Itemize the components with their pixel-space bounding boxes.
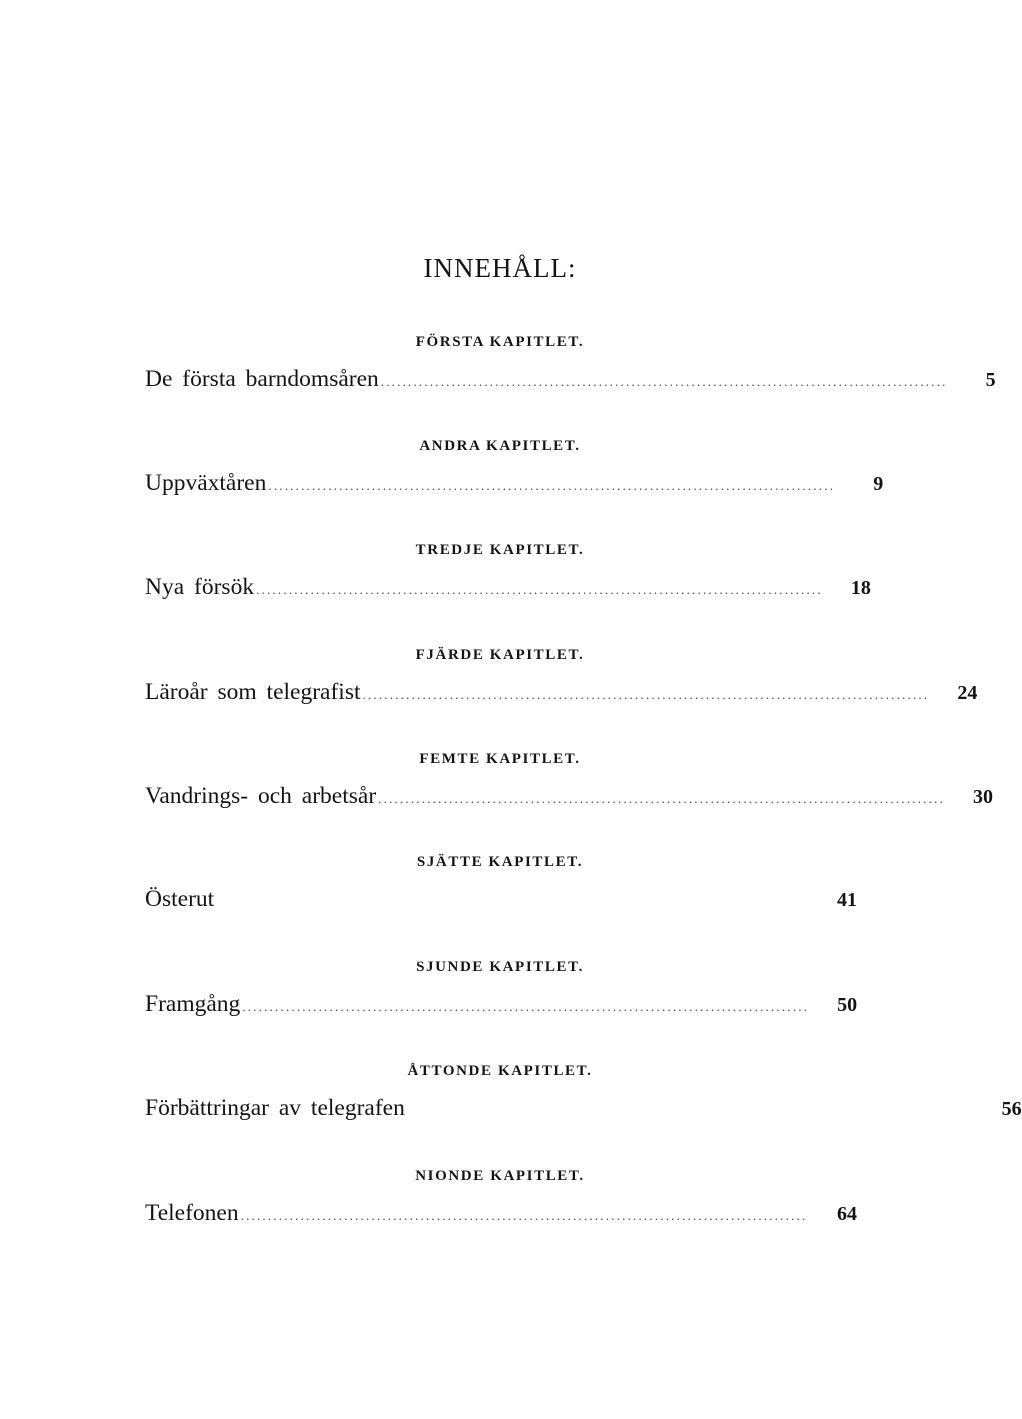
page-number: 30 <box>972 786 993 808</box>
entry-title: Uppväxtåren <box>145 470 267 496</box>
entry-title: Nya försök <box>145 574 255 600</box>
page-number: 64 <box>837 1203 857 1225</box>
page-number: 9 <box>873 473 884 495</box>
page-number: 5 <box>985 369 996 391</box>
chapter-heading: NIONDE KAPITLET. <box>415 1168 585 1184</box>
chapter-heading: FJÄRDE KAPITLET. <box>415 647 585 663</box>
chapter-heading: FEMTE KAPITLET. <box>419 751 581 767</box>
toc-entry <box>145 991 857 1025</box>
page-number: 50 <box>837 994 858 1016</box>
entry-title: Vandrings- och arbetsår <box>145 783 377 809</box>
dot-leader: ........................................................................................................ <box>362 687 930 702</box>
dot-leader: ........................................................................................................ <box>242 999 810 1014</box>
entry-title: De första barndomsåren <box>145 366 379 392</box>
page-number: 18 <box>850 577 871 599</box>
entry-title: Läroår som telegrafist <box>145 679 361 705</box>
dot-leader: ........................................................................................................ <box>378 791 945 806</box>
entry-title: Förbättringar av telegrafen <box>145 1095 405 1121</box>
toc-entry <box>145 1200 857 1234</box>
toc-entry <box>145 574 871 608</box>
page-number: 41 <box>837 889 857 911</box>
dot-leader: ........................................................................................................ <box>256 582 823 597</box>
entry-title: Telefonen <box>145 1200 239 1226</box>
entry-title: Österut <box>145 886 215 912</box>
chapter-heading: SJÄTTE KAPITLET. <box>416 854 584 870</box>
chapter-heading: SJUNDE KAPITLET. <box>416 959 584 975</box>
page-number: 56 <box>1001 1098 1022 1120</box>
chapter-heading: FÖRSTA KAPITLET. <box>415 334 585 350</box>
toc-entry <box>145 470 884 504</box>
toc-entry <box>145 1095 1022 1129</box>
chapter-heading: ANDRA KAPITLET. <box>419 438 581 454</box>
chapter-heading: TREDJE KAPITLET. <box>415 542 585 558</box>
toc-title: INNEHÅLL: <box>423 253 577 283</box>
dot-leader: ........................................................................................................ <box>240 1208 808 1223</box>
toc-entry <box>145 886 857 920</box>
chapter-heading: ÅTTONDE KAPITLET. <box>407 1063 593 1079</box>
dot-leader: ........................................................................................................ <box>268 478 836 493</box>
toc-entry <box>145 783 993 817</box>
entry-title: Framgång <box>145 991 241 1017</box>
page-number: 24 <box>957 682 978 704</box>
toc-entry <box>145 366 996 400</box>
dot-leader: ........................................................................................................ <box>380 374 948 389</box>
toc-entry <box>145 679 978 713</box>
